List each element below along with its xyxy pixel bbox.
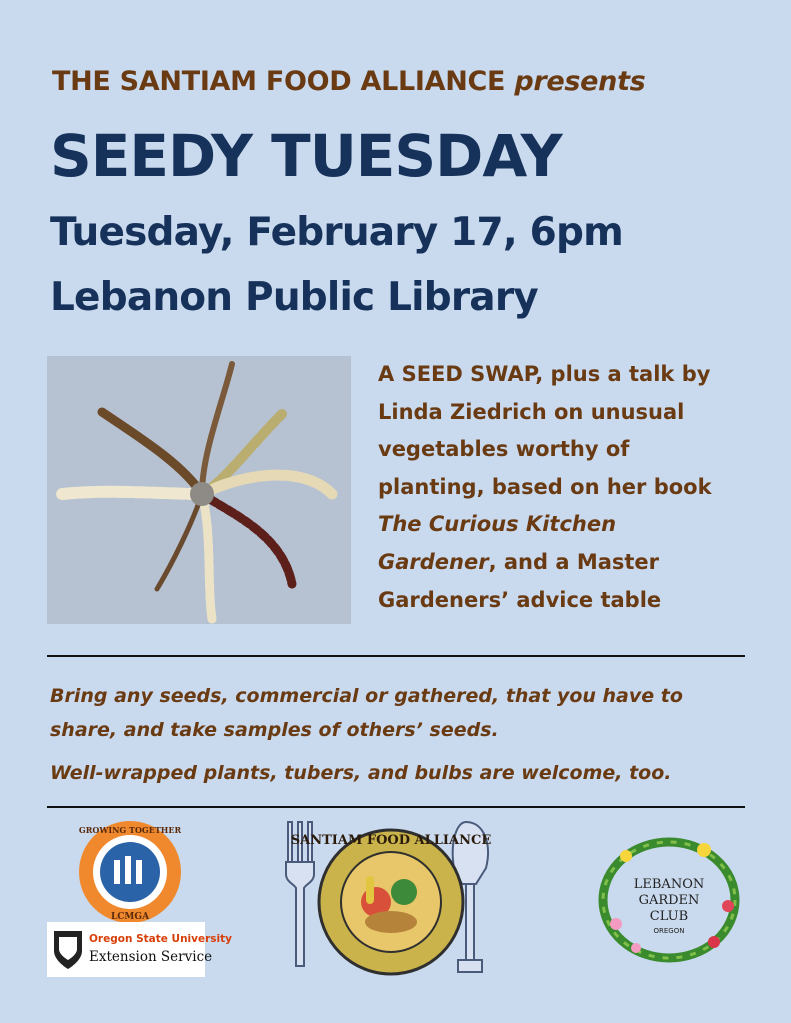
osu-extension-text: Extension Service [89,949,213,965]
divider-top [47,655,745,657]
osu-extension-logo [47,922,233,977]
lgc-line2: GARDEN [638,893,700,908]
seed-spiral-photo [47,356,351,624]
description-text-end: , and a Master Gardeners’ advice table [378,549,662,612]
presenter-name: THE SANTIAM FOOD ALLIANCE [52,66,506,97]
lcmga-logo [78,820,182,924]
lgc-line3: CLUB [649,909,689,924]
sfa-badge-text: SANTIAM FOOD ALLIANCE [290,833,492,848]
presenter-line [52,66,645,97]
lcmga-top-text: GROWING TOGETHER [78,825,182,835]
note-bring-seeds: Bring any seeds, commercial or gathered, that you have to share, and take samples of others’ seeds. [50,685,683,741]
event-date: Tuesday, February 17, 6pm [50,210,623,255]
event-venue: Lebanon Public Library [50,275,538,320]
divider-bottom [47,806,745,808]
note-plants-welcome: Well-wrapped plants, tubers, and bulbs are welcome, too. [50,762,672,784]
lebanon-garden-club-logo [596,836,742,964]
event-description [378,356,723,619]
osu-seal-icon [51,927,85,971]
book-title: The Curious Kitchen Gardener [378,512,617,574]
lgc-line4: OREGON [653,927,685,935]
lgc-line1: LEBANON [633,877,705,892]
presents-word: presents [514,66,646,97]
lcmga-bottom-text: LCMGA [110,912,150,922]
santiam-food-alliance-logo [280,818,502,978]
osu-name: Oregon State University [89,933,233,945]
event-title: SEEDY TUESDAY [50,122,562,190]
description-text: A SEED SWAP, plus a talk by Linda Ziedrich on unusual vegetables worthy of planting, based on her book [378,362,712,499]
